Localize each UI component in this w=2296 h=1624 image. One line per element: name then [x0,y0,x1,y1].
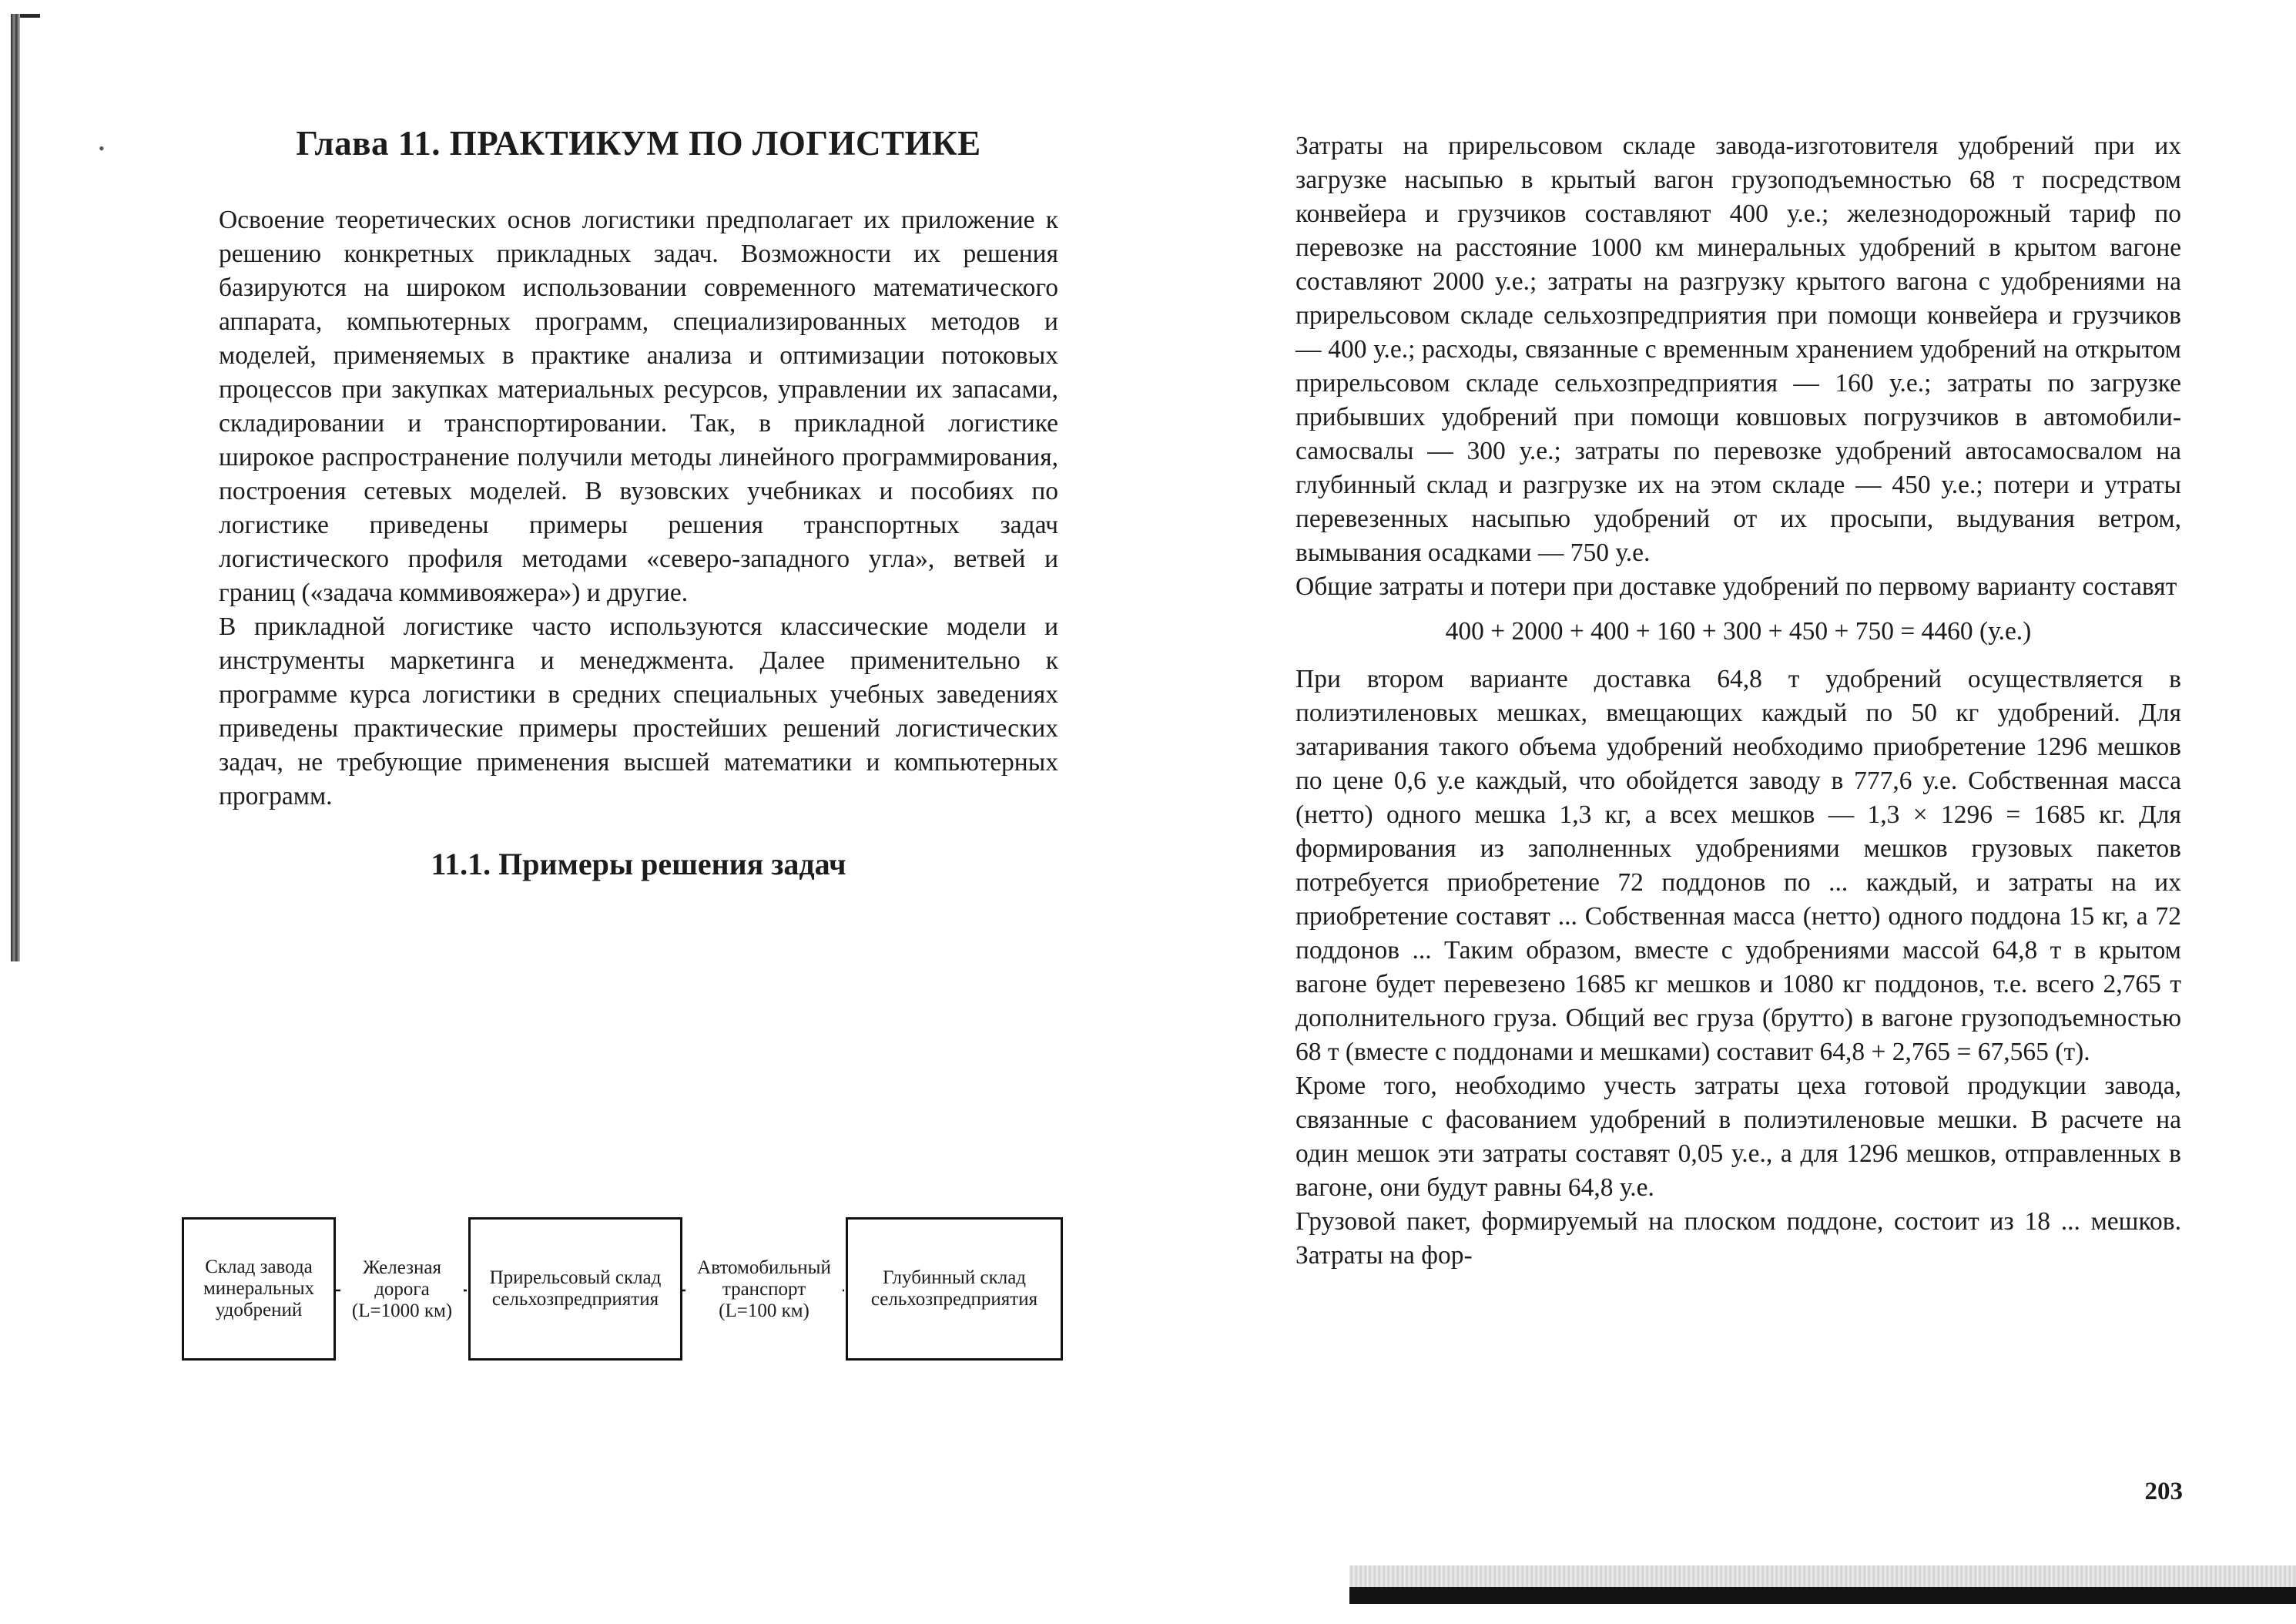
node-label: Глубинный склад сельхозпредприятия [870,1267,1038,1310]
paragraph: Затраты на прирельсовом складе завода-изготовителя удобрений при их загрузке насыпью в крытый вагон грузоподъемностью 68 т посредством конвейера и грузчиков составляют 400 у.е.; железнодорожный тариф по перевозке на расстояние 1000 км минеральных удобрений в крытом вагоне составляют 2000 у.е.; затраты на разгрузку крытого вагона с удобрениями на прирельсовом складе сельхозпредприятия при помощи конвейера и грузчиков — 400 у.е.; расходы, связанные с временным хранением удобрений на открытом прирельсовом складе сельхозпредприятия — 160 у.е.; затраты по загрузке прибывших удобрений при помощи ковшовых погрузчиков в автомобили-самосвалы — 300 у.е.; затраты по перевозке удобрений автосамосвалом на глубинный склад и разгрузке их на этом складе — 450 у.е.; потери и утраты перевезенных насыпью удобрений от их просыпи, выдувания ветром, вымывания осадками — 750 у.е. [1295,132,2181,567]
node-inland-warehouse [846,1217,1063,1361]
cost-formula: 400 + 2000 + 400 + 160 + 300 + 450 + 750 = 4460 (у.е.) [1445,617,2032,646]
edge-mode: Железная дорога [363,1257,441,1300]
edge-label-road [685,1257,843,1322]
node-plant-warehouse [182,1217,336,1361]
scan-speck: • [99,139,105,158]
scan-binding-shadow [11,14,20,961]
edge-mode: Автомобильный транспорт [697,1257,831,1300]
paragraph: Освоение теоретических основ логистики предполагает их приложение к решению конкретных прикладных задач. Возможности их решения базируются на широком использовании современного математического аппарата, компьютерных программ, специализированных методов и моделей, применяемых в практике анализа и оптимизации потоковых процессов при закупках материальных ресурсов, управлении их запасами, складировании и транспортировании. Так, в прикладной логистике широкое распространение получили методы линейного программирования, построения сетевых моделей. В вузовских учебниках и пособиях по логистике приведены примеры решения транспортных задач логистического профиля методами «северо-западного угла», ветвей и границ («задача коммивояжера») и другие. [219,206,1058,607]
page-number: 203 [2144,1478,2183,1505]
edge-label-rail [340,1257,464,1322]
left-page [219,116,1058,882]
right-page [1295,129,2181,1273]
paragraph: Грузовой пакет, формируемый на плоском поддоне, состоит из 18 ... мешков. Затраты на фор- [1295,1207,2181,1270]
paragraph: Кроме того, необходимо учесть затраты цеха готовой продукции завода, связанные с фасованием удобрений в полиэтиленовые мешки. В расчете на один мешок эти затраты составят 0,05 у.е., а для 1296 мешков, отправленных в вагоне, они будут равны 64,8 у.е. [1295,1072,2181,1202]
paragraph: При втором варианте доставка 64,8 т удобрений осуществляется в полиэтиленовых мешках, вмещающих каждый по 50 кг удобрений. Для затаривания такого объема удобрений необходимо приобретение 1296 мешков по цене 0,6 у.е каждый, что обойдется заводу в 777,6 у.е. Собственная масса (нетто) одного мешка 1,3 кг, а всех мешков — 1,3 × 1296 = 1685 кг. Для формирования из заполненных удобрениями мешков грузовых пакетов потребуется приобретение 72 поддонов по ... каждый, и затраты на их приобретение составят ... Собственная масса (нетто) одного поддона 15 кг, а 72 поддонов ... Таким образом, вместе с удобрениями массой 64,8 т в крытом вагоне будет перевезено 1685 кг мешков и 1080 кг поддонов, т.е. всего 2,765 т дополнительного груза. Общий вес груза (брутто) в вагоне грузоподъемностью 68 т (вместе с поддонами и мешками) составит 64,8 + 2,765 = 67,565 (т). [1295,665,2181,1066]
edge-distance: (L=1000 км) [351,1300,453,1321]
node-rail-warehouse [468,1217,682,1361]
logistics-flow-diagram [182,1217,1068,1371]
edge-distance: (L=100 км) [719,1300,809,1321]
chapter-title: Глава 11. ПРАКТИКУМ ПО ЛОГИСТИКЕ [296,124,981,163]
node-label: Прирельсовый склад сельхозпредприятия [489,1267,662,1310]
section-title: 11.1. Примеры решения задач [431,847,846,881]
scan-bottom-edge [1349,1565,2296,1604]
paragraph: В прикладной логистике часто используются классические модели и инструменты маркетинга и менеджмента. Далее применительно к программе курса логистики в средних специальных учебных заведениях приведены практические примеры простейших решений логистических задач, не требующие применения высшей математики и компьютерных программ. [219,612,1058,810]
node-label: Склад завода минеральных удобрений [203,1257,315,1320]
paragraph: Общие затраты и потери при доставке удобрений по первому варианту составят [1295,572,2177,601]
